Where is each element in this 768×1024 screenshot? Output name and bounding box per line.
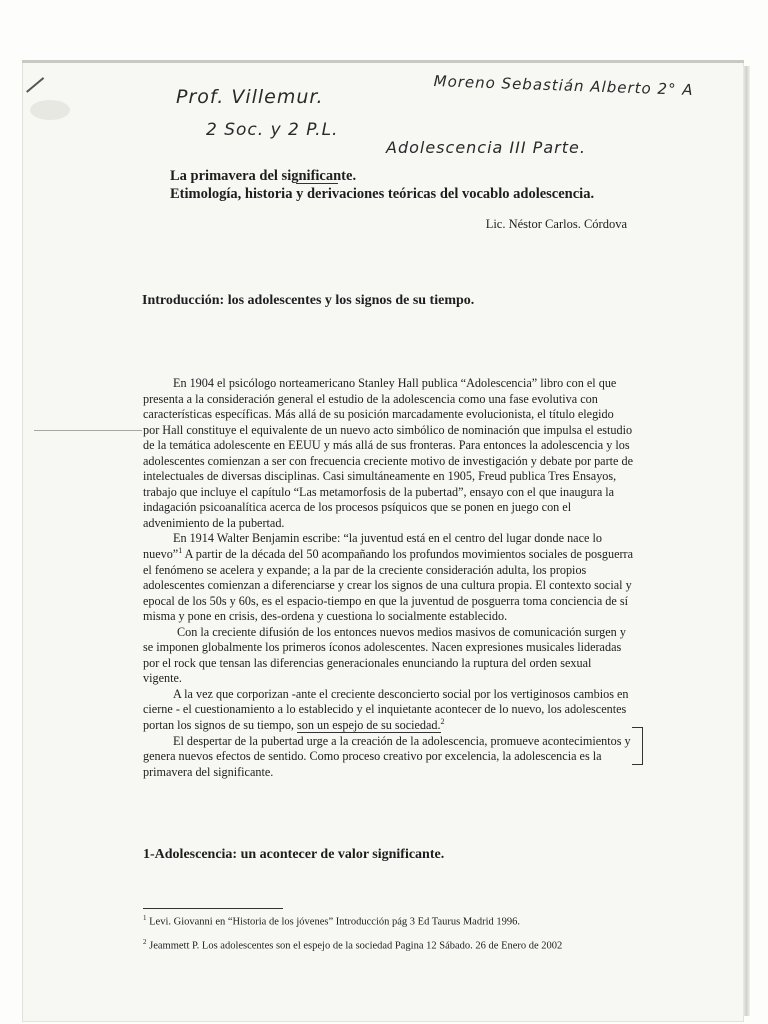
handwritten-student-name: Moreno Sebastián Alberto 2° A: [433, 72, 694, 100]
paragraph-2: [143, 531, 633, 624]
footnote-1-number: 1: [143, 914, 147, 922]
handwritten-topic: Adolescencia III Parte.: [386, 138, 586, 157]
body-text: [143, 376, 633, 780]
handwritten-professor: Prof. Villemur.: [176, 86, 324, 108]
footnote-rule: [143, 908, 283, 909]
page-top-edge: [22, 60, 744, 63]
footnote-2-number: 2: [143, 938, 147, 946]
author-name: Lic. Néstor Carlos. Córdova: [485, 217, 627, 231]
footnote-1: [143, 914, 520, 928]
scan-smudge: [30, 100, 70, 120]
section-heading: 1-Adolescencia: un acontecer de valor significante.: [143, 847, 445, 862]
footnote-1-text: Levi. Giovanni en “Historia de los jóvenes” Introducción pág 3 Ed Taurus Madrid 1996.: [146, 916, 520, 928]
underlined-phrase: son un espejo de su sociedad.: [297, 718, 441, 733]
paragraph-2-rest: A partir de la década del 50 acompañando los profundos movimientos sociales de posguerra el fenómeno se acelera y expande; a la par de la creciente consideración adulta, los propios adolescentes comienzan a diferenciarse y crear los signos de una cultura propia. El contexto social y epocal de los 50s y 60s, es el espacio-tiempo en que la juventud de posguerra toma conciencia de sí misma y pone en crisis, des-ordena y cuestiona lo socialmente establecido.: [143, 547, 634, 624]
document-title: [170, 168, 356, 185]
title-line-1: La primavera del significante.: [170, 168, 357, 184]
pen-mark: [34, 430, 142, 431]
footnote-ref-2: 2: [440, 716, 445, 726]
paragraph-5: El despertar de la pubertad urge a la creación de la adolescencia, promueve acontecimientos y genera nuevos efectos de sentido. Como proceso creativo por excelencia, la adolescencia es la primavera del significante.: [143, 733, 631, 779]
handwritten-course: 2 Soc. y 2 P.L.: [206, 120, 339, 140]
paragraph-2-quote: En 1914 Walter Benjamin escribe: “la juventud está en el centro del lugar donde nace lo nuevo”: [143, 531, 602, 562]
footnote-2: [143, 938, 562, 952]
margin-bracket: [632, 727, 643, 765]
footnote-ref-1: 1: [178, 545, 183, 555]
document-subtitle: Etimología, historia y derivaciones teóricas del vocablo adolescencia.: [170, 186, 595, 202]
title-underline: [296, 183, 338, 184]
intro-heading: Introducción: los adolescentes y los signos de su tiempo.: [142, 293, 475, 308]
page-right-edge: [743, 66, 750, 1016]
paragraph-4: [143, 687, 633, 734]
footnote-2-text: Jeammett P. Los adolescentes son el espejo de la sociedad Pagina 12 Sábado. 26 de Enero de 2002: [146, 940, 563, 952]
paragraph-3: Con la creciente difusión de los entonces nuevos medios masivos de comunicación surgen y se imponen globalmente los primeros íconos adolescentes. Nacen expresiones musicales lideradas por el rock que tensan las diferencias generacionales enunciando la ruptura del orden sexual vigente.: [143, 624, 626, 686]
paragraph-1: En 1904 el psicólogo norteamericano Stanley Hall publica “Adolescencia” libro con el que presenta a la consideración general el estudio de la adolescencia como una fase evolutiva con características específicas. Más allá de su posición marcadamente evolucionista, el título elegido por Hall constituye el equivalente de un nuevo acto simbólico de nominación que impulsa el estudio de la temática adolescente en EEUU y más allá de sus fronteras. Para entonces la adolescencia y los adolescentes comienzan a ser con frecuencia creciente motivo de investigación y debate por parte de intelectuales de diversas disciplinas. Casi simultáneamente en 1905, Freud publica Tres Ensayos, trabajo que incluye el capítulo “Las metamorfosis de la pubertad”, ensayo con el que inaugura la indagación psicoanalítica acerca de los procesos psíquicos que se ponen en juego con el advenimiento de la pubertad.: [143, 376, 633, 530]
paragraph-4-text: A la vez que corporizan -ante el creciente desconcierto social por los vertiginosos cambios en cierne - el cuestionamiento a lo establecido y el inquietante acontecer de lo nuevo, los adolescentes portan los signos de su tiempo,: [143, 686, 629, 733]
